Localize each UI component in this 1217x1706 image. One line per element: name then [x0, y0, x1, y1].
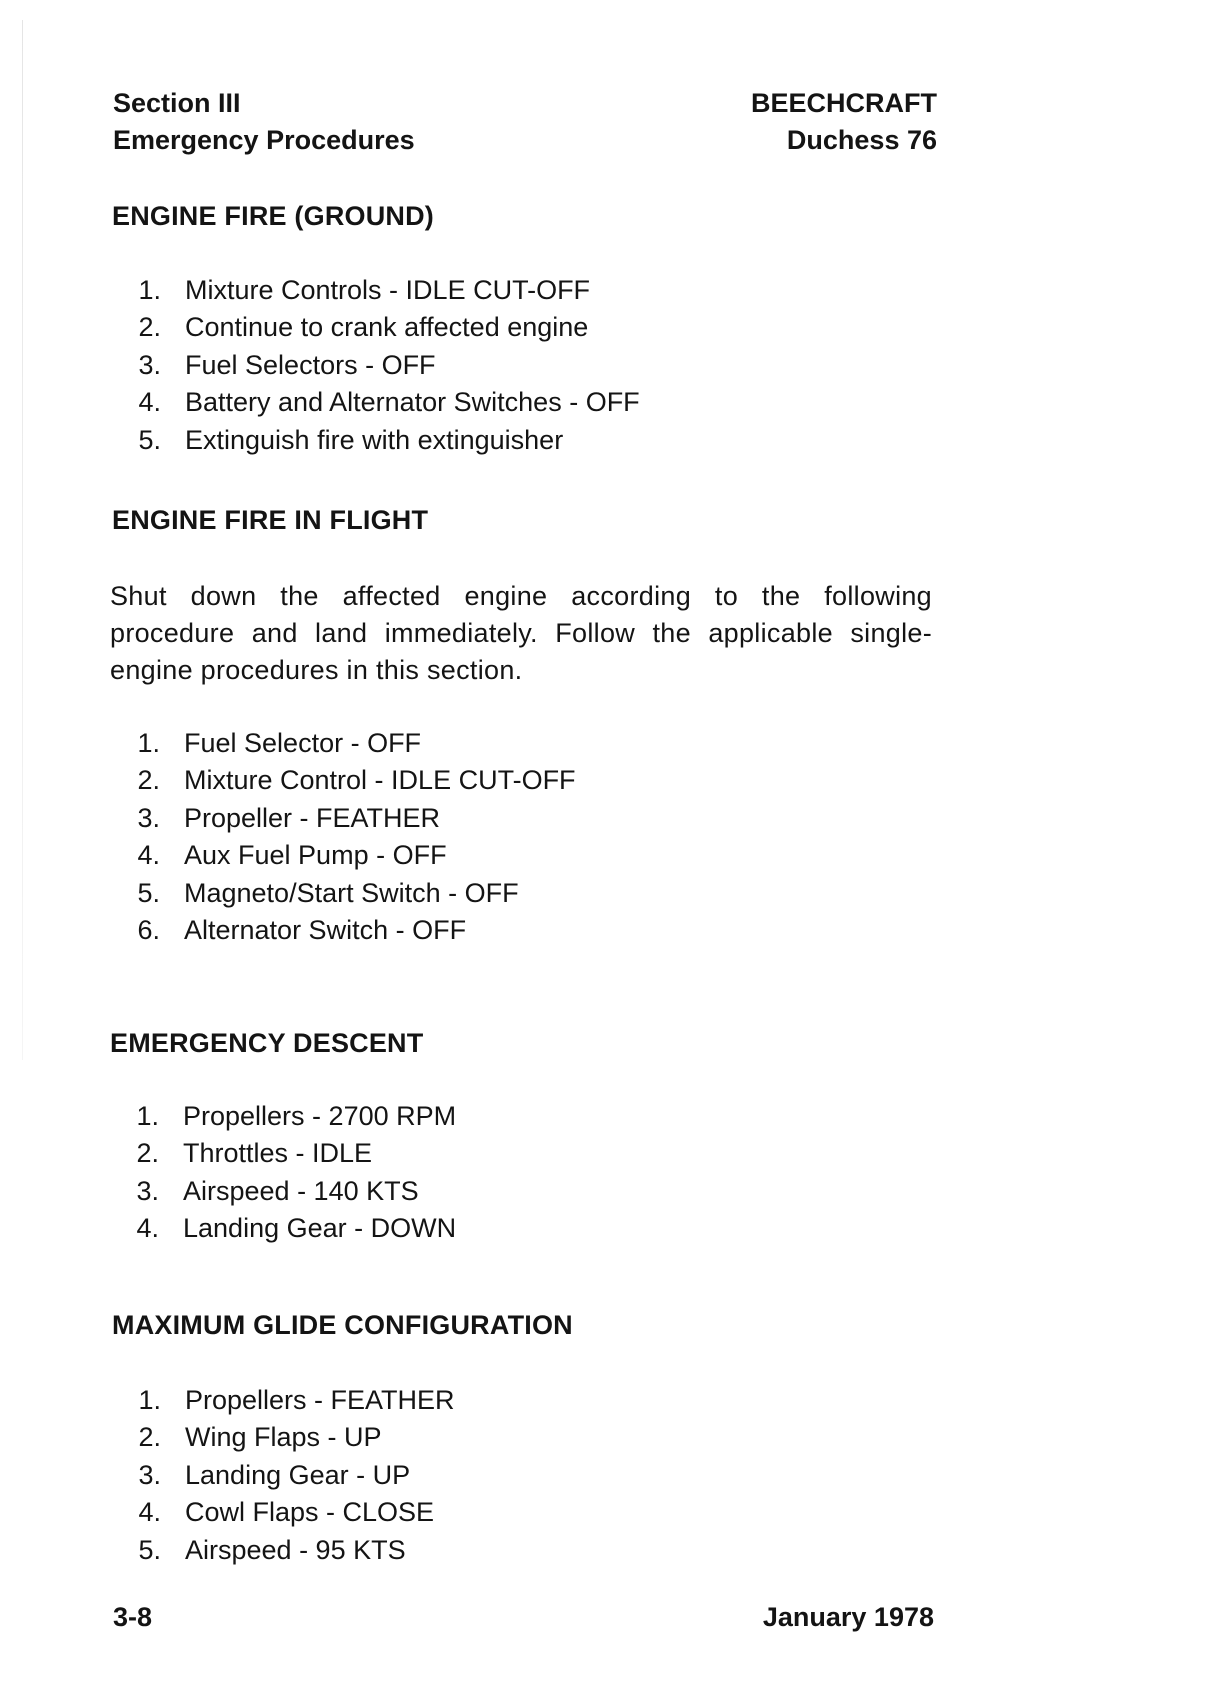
steps-engine-fire-in-flight: [109, 725, 576, 949]
step-text: Continue to crank affected engine: [185, 312, 589, 343]
step-text: Mixture Controls - IDLE CUT-OFF: [185, 275, 591, 305]
list-item: [108, 1173, 456, 1210]
step-text: Cowl Flaps - CLOSE: [185, 1497, 435, 1528]
step-number: 2.: [137, 765, 160, 796]
heading-engine-fire-ground: ENGINE FIRE (GROUND): [112, 201, 435, 231]
list-item: [108, 1098, 456, 1135]
step-text: Landing Gear - UP: [185, 1459, 411, 1490]
step-text: Wing Flaps - UP: [185, 1422, 382, 1453]
step-text: Extinguish fire with extinguisher: [185, 424, 564, 455]
step-text: Fuel Selectors - OFF: [185, 349, 436, 380]
step-number: 6.: [137, 915, 160, 946]
step-number: 1.: [138, 275, 161, 305]
instruction-paragraph: Shut down the affected engine according to the following procedure and land immediately. Follow the applicable single-engine procedures in this section.: [110, 581, 932, 685]
list-item: [110, 347, 640, 384]
step-text: Alternator Switch - OFF: [184, 915, 467, 946]
step-text: Airspeed - 140 KTS: [183, 1175, 419, 1206]
list-item: [109, 875, 576, 912]
step-text: Aux Fuel Pump - OFF: [184, 840, 447, 871]
step-number: 4.: [136, 1213, 159, 1244]
heading-engine-fire-in-flight: ENGINE FIRE IN FLIGHT: [112, 505, 429, 535]
step-text: Fuel Selector - OFF: [184, 728, 422, 758]
list-item: [109, 912, 576, 949]
steps-emergency-descent: [108, 1098, 456, 1248]
list-item: [110, 1494, 455, 1531]
list-item: [110, 309, 640, 346]
heading-emergency-descent: EMERGENCY DESCENT: [110, 1028, 424, 1058]
step-number: 2.: [138, 312, 161, 343]
list-item: [109, 837, 576, 874]
list-item: [110, 422, 640, 459]
header-section: [113, 85, 415, 159]
step-number: 4.: [137, 840, 160, 871]
step-number: 3.: [138, 1459, 161, 1490]
step-text: Airspeed - 95 KTS: [185, 1534, 406, 1565]
list-item: [110, 1382, 455, 1419]
step-text: Mixture Control - IDLE CUT-OFF: [184, 765, 576, 796]
page-number: 3-8: [113, 1602, 153, 1632]
aircraft-model: Duchess 76: [786, 125, 937, 155]
list-item: [110, 1532, 455, 1569]
section-number: Section III: [113, 88, 241, 118]
step-number: 5.: [138, 1534, 161, 1565]
step-number: 1.: [137, 728, 160, 758]
aircraft-brand: BEECHCRAFT: [751, 88, 937, 118]
step-number: 3.: [137, 802, 160, 833]
steps-engine-fire-ground: [110, 272, 640, 459]
steps-maximum-glide: [110, 1382, 455, 1569]
step-number: 5.: [138, 424, 161, 455]
step-number: 1.: [138, 1385, 161, 1415]
step-number: 3.: [138, 349, 161, 380]
step-text: Battery and Alternator Switches - OFF: [185, 387, 640, 418]
list-item: [109, 762, 576, 799]
step-number: 3.: [136, 1175, 159, 1206]
step-text: Propellers - 2700 RPM: [183, 1101, 457, 1131]
scan-edge-line: [22, 20, 23, 1060]
publication-date: January 1978: [762, 1602, 934, 1632]
section-title: Emergency Procedures: [113, 125, 415, 155]
header-aircraft: [751, 85, 937, 159]
step-number: 5.: [137, 877, 160, 908]
step-text: Propeller - FEATHER: [184, 802, 441, 833]
list-item: [110, 1419, 455, 1456]
step-text: Propellers - FEATHER: [185, 1385, 455, 1415]
heading-maximum-glide: MAXIMUM GLIDE CONFIGURATION: [112, 1310, 573, 1340]
list-item: [108, 1135, 456, 1172]
list-item: [110, 272, 640, 309]
step-number: 2.: [136, 1138, 159, 1169]
step-number: 2.: [138, 1422, 161, 1453]
step-text: Magneto/Start Switch - OFF: [184, 877, 519, 908]
list-item: [110, 1457, 455, 1494]
step-number: 4.: [138, 1497, 161, 1528]
list-item: [110, 384, 640, 421]
list-item: [109, 725, 576, 762]
step-number: 4.: [138, 387, 161, 418]
list-item: [108, 1210, 456, 1247]
list-item: [109, 800, 576, 837]
step-number: 1.: [136, 1101, 159, 1131]
step-text: Landing Gear - DOWN: [183, 1213, 457, 1244]
step-text: Throttles - IDLE: [183, 1138, 373, 1169]
